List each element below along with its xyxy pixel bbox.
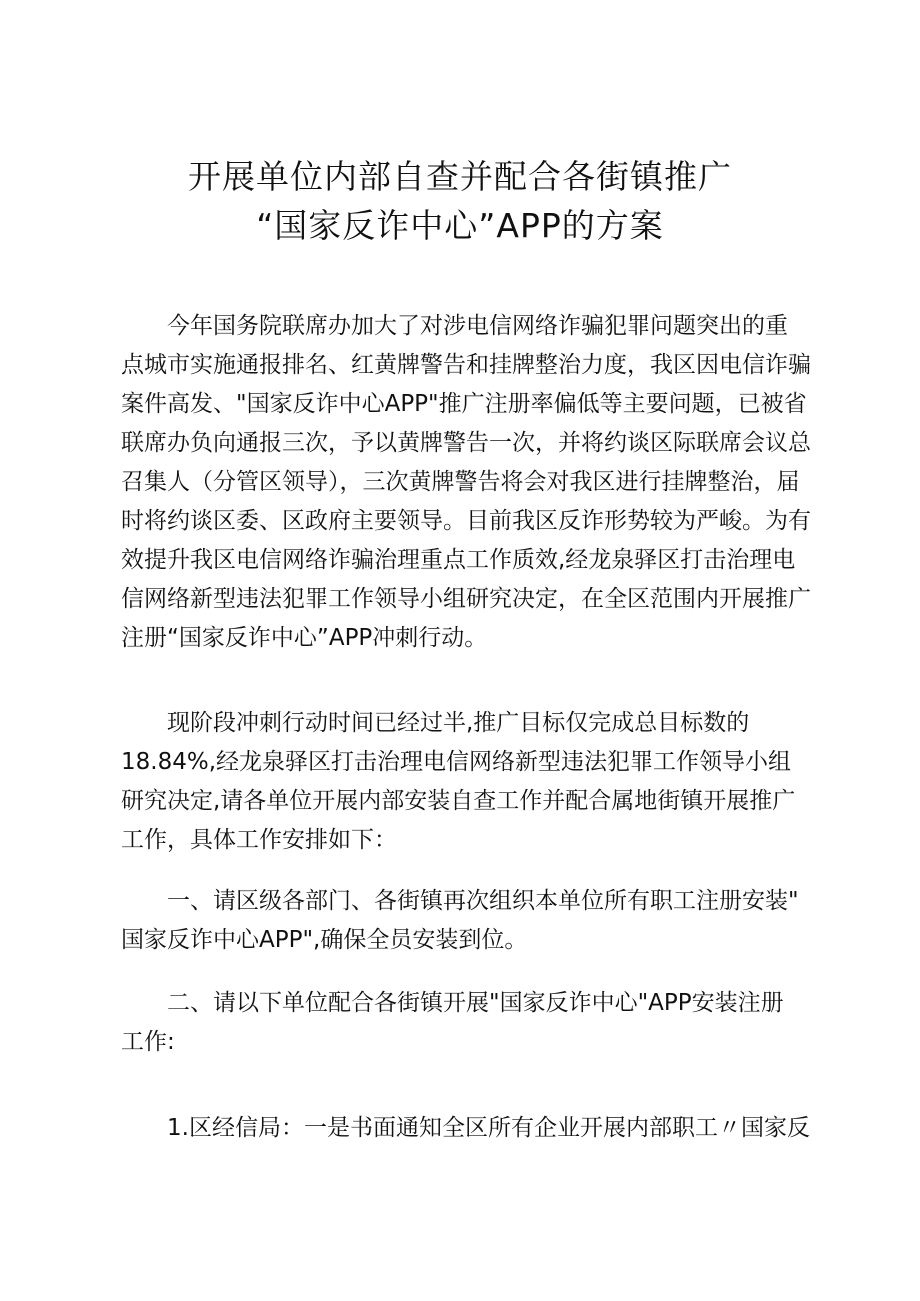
paragraph-line: 召集人（分管区领导），三次黄牌警告将会对我区进行挂牌整治，届 [121, 469, 800, 495]
paragraph-line: 18.84%,经龙泉驿区打击治理电信网络新型违法犯罪工作领导小组 [121, 749, 792, 775]
paragraph-sub-item-one [121, 1109, 811, 1148]
paragraph-line: 1.区经信局：一是书面通知全区所有企业开展内部职工〃国家反 [167, 1115, 810, 1141]
paragraph-line: 研究决定,请各单位开展内部安装自查工作并配合属地街镇开展推广 [121, 788, 796, 814]
paragraph-item-one [121, 882, 811, 960]
paragraph-background [121, 307, 811, 658]
paragraph-line: 联席办负向通报三次，予以黄牌警告一次，并将约谈区际联席会议总 [121, 430, 811, 456]
paragraph-line: 一、请区级各部门、各街镇再次组织本单位所有职工注册安装" [167, 888, 799, 914]
paragraph-line: 工作: [121, 1029, 175, 1055]
paragraph-line: 信网络新型违法犯罪工作领导小组研究决定，在全区范围内开展推广 [121, 586, 811, 612]
paragraph-line: 工作，具体工作安排如下： [121, 827, 397, 853]
paragraph-line: 案件高发、"国家反诈中心APP"推广注册率偏低等主要问题，已被省 [121, 391, 807, 417]
document-title-line-1: 开展单位内部自查并配合各街镇推广 [188, 157, 732, 196]
paragraph-line: 注册“国家反诈中心”APP冲刺行动。 [121, 625, 488, 651]
paragraph-line: 今年国务院联席办加大了对涉电信网络诈骗犯罪问题突出的重 [167, 313, 788, 339]
paragraph-item-two [121, 984, 811, 1062]
paragraph-line: 效提升我区电信网络诈骗治理重点工作质效,经龙泉驿区打击治理电 [121, 547, 796, 573]
paragraph-progress [121, 704, 811, 860]
paragraph-line: 二、请以下单位配合各街镇开展"国家反诈中心"APP安装注册 [167, 990, 784, 1016]
document-title-line-2: “国家反诈中心”APP的方案 [256, 206, 664, 245]
paragraph-line: 现阶段冲刺行动时间已经过半,推广目标仅完成总目标数的 [167, 710, 750, 736]
paragraph-line: 点城市实施通报排名、红黄牌警告和挂牌整治力度，我区因电信诈骗 [121, 352, 811, 378]
paragraph-line: 国家反诈中心APP",确保全员安装到位。 [121, 927, 528, 953]
paragraph-line: 时将约谈区委、区政府主要领导。目前我区反诈形势较为严峻。为有 [121, 508, 811, 534]
